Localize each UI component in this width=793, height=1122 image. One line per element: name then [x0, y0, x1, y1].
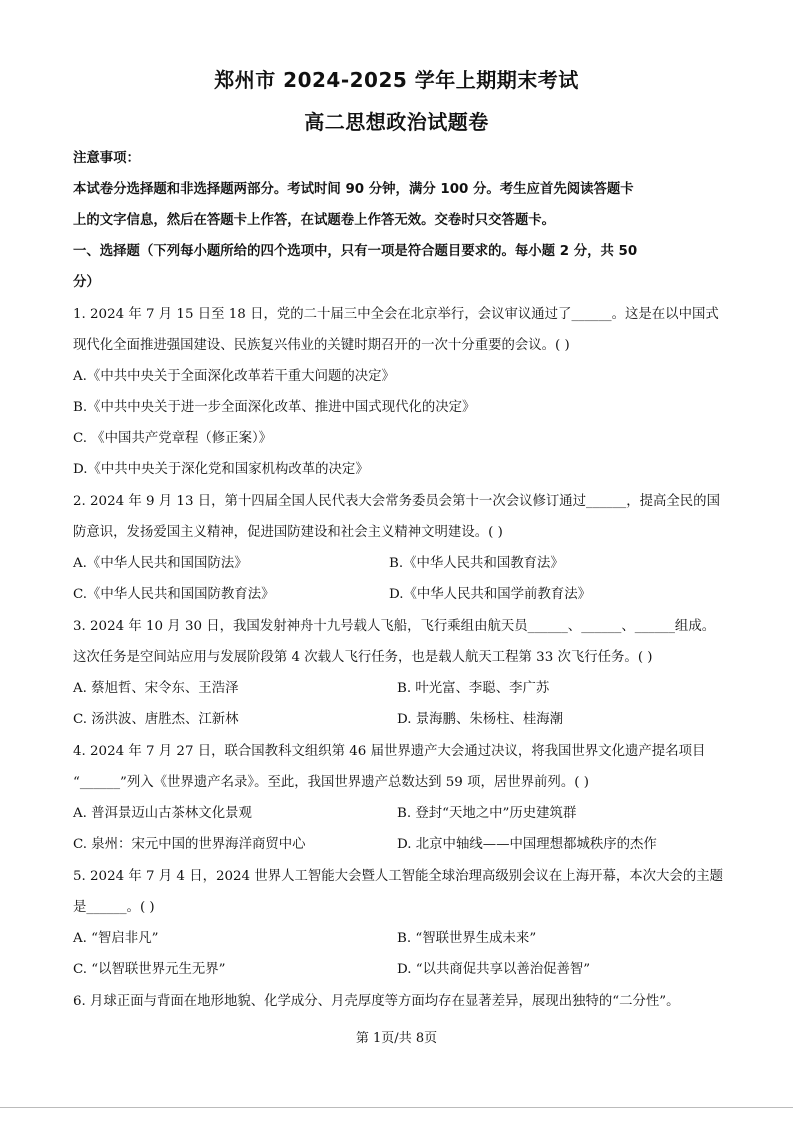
notice-line-2: 上的文字信息，然后在答题卡上作答，在试题卷上作答无效。交卷时只交答题卡。 — [73, 213, 556, 228]
q1-stem-line-1: 1. 2024 年 7 月 15 日至 18 日，党的二十届三中全会在北京举行，会议审议通过了______。这是在以中国式 — [73, 307, 719, 322]
q3-option-c: C. 汤洪波、唐胜杰、江新林 — [73, 712, 239, 727]
exam-subtitle: 高二思想政治试题卷 — [304, 110, 489, 134]
q5-stem-line-1: 5. 2024 年 7 月 4 日，2024 世界人工智能大会暨人工智能全球治理高级别会议在上海开幕，本次大会的主题 — [73, 869, 723, 884]
q3-option-b: B. 叶光富、李聪、李广苏 — [397, 681, 550, 696]
q5-option-d: D. “以共商促共享以善治促善智” — [397, 962, 591, 977]
q5-stem-line-2: 是______。( ) — [73, 900, 155, 915]
q5-option-a: A. “智启非凡” — [73, 931, 159, 946]
q2-option-a: A.《中华人民共和国国防法》 — [73, 556, 248, 571]
q1-option-a: A.《中共中央关于全面深化改革若干重大问题的决定》 — [73, 369, 395, 384]
q1-option-c: C. 《中国共产党章程（修正案）》 — [73, 431, 273, 446]
q4-option-d: D. 北京中轴线——中国理想都城秩序的杰作 — [397, 837, 657, 852]
section-heading-line-2: 分） — [73, 275, 100, 290]
q2-option-c: C.《中华人民共和国国防教育法》 — [73, 587, 275, 602]
section-heading-line-1: 一、选择题（下列每小题所给的四个选项中，只有一项是符合题目要求的。每小题 2 分，共 50 — [73, 244, 638, 259]
q2-option-b: B.《中华人民共和国教育法》 — [389, 556, 564, 571]
q2-stem-line-1: 2. 2024 年 9 月 13 日，第十四届全国人民代表大会常务委员会第十一次会议修订通过______，提高全民的国 — [73, 494, 720, 509]
q4-option-a: A. 普洱景迈山古茶林文化景观 — [73, 806, 252, 821]
q6-stem-line-1: 6. 月球正面与背面在地形地貌、化学成分、月壳厚度等方面均存在显著差异，展现出独特的“二分性”。 — [73, 994, 680, 1009]
q1-option-d: D.《中共中央关于深化党和国家机构改革的决定》 — [73, 462, 369, 477]
notice-heading: 注意事项： — [73, 151, 140, 166]
notice-line-1: 本试卷分选择题和非选择题两部分。考试时间 90 分钟，满分 100 分。考生应首先阅读答题卡 — [73, 182, 634, 197]
q2-option-d: D.《中华人民共和国学前教育法》 — [389, 587, 591, 602]
q3-stem-line-1: 3. 2024 年 10 月 30 日，我国发射神舟十九号载人飞船，飞行乘组由航天员______、______、______组成。 — [73, 619, 716, 634]
q2-stem-line-2: 防意识，发扬爱国主义精神，促进国防建设和社会主义精神文明建设。( ) — [73, 525, 503, 540]
q4-option-b: B. 登封“天地之中”历史建筑群 — [397, 806, 577, 821]
q5-option-b: B. “智联世界生成未来” — [397, 931, 537, 946]
q3-option-a: A. 蔡旭哲、宋令东、王浩泽 — [73, 681, 239, 696]
page-bottom-rule — [0, 1107, 793, 1108]
q4-stem-line-2: “______”列入《世界遗产名录》。至此，我国世界遗产总数达到 59 项，居世界前列。( ) — [73, 775, 589, 790]
q1-option-b: B.《中共中央关于进一步全面深化改革、推进中国式现代化的决定》 — [73, 400, 476, 415]
q4-stem-line-1: 4. 2024 年 7 月 27 日，联合国教科文组织第 46 届世界遗产大会通过决议，将我国世界文化遗产提名项目 — [73, 744, 706, 759]
q1-stem-line-2: 现代化全面推进强国建设、民族复兴伟业的关键时期召开的一次十分重要的会议。( ) — [73, 338, 570, 353]
q4-option-c: C. 泉州：宋元中国的世界海洋商贸中心 — [73, 837, 306, 852]
page-number: 第 1页/共 8页 — [355, 1031, 438, 1046]
q3-stem-line-2: 这次任务是空间站应用与发展阶段第 4 次载人飞行任务，也是载人航天工程第 33 次飞行任务。( ) — [73, 650, 653, 665]
q3-option-d: D. 景海鹏、朱杨柱、桂海潮 — [397, 712, 564, 727]
exam-title: 郑州市 2024-2025 学年上期期末考试 — [214, 68, 579, 92]
q5-option-c: C. “以智联世界元生无界” — [73, 962, 226, 977]
